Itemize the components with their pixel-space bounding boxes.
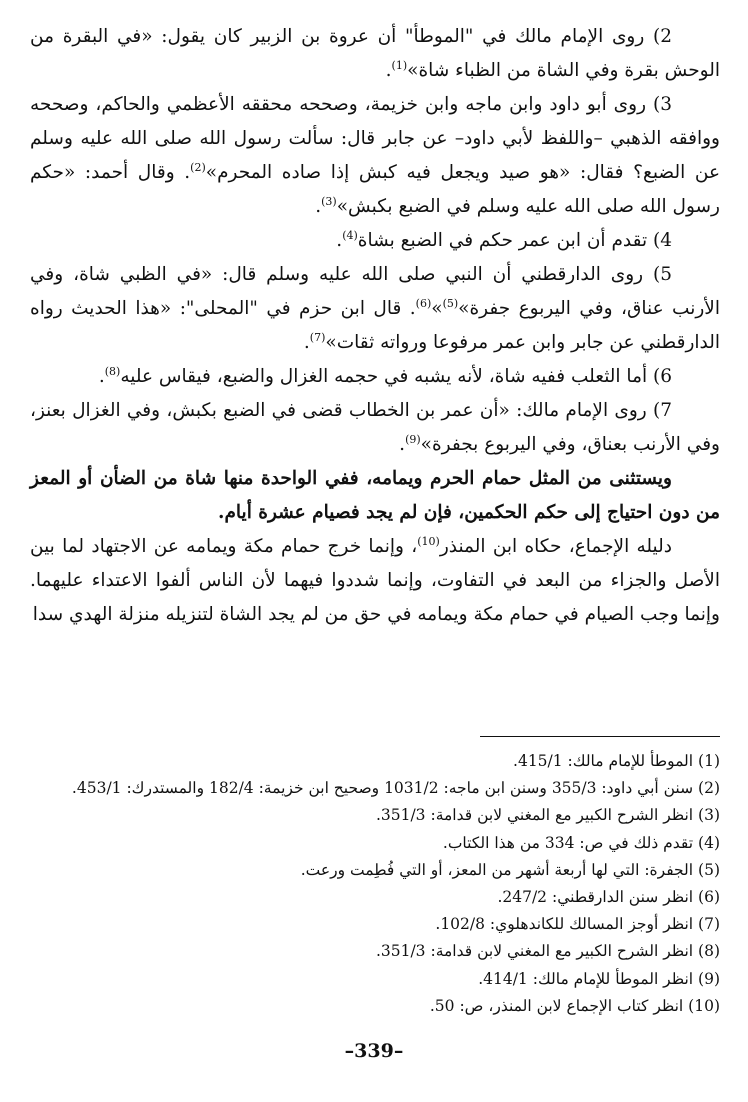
footnote-ref[interactable]: (4) (342, 228, 358, 242)
footnote-3: (3) انظر الشرح الكبير مع المغني لابن قدامة: 351/3. (375, 806, 720, 825)
footnote-divider (480, 736, 720, 737)
text-span: 2) روى الإمام مالك في "الموطأ" أن عروة بن الزبير كان يقول: «في البقرة من الوحش بقرة وفي الشاة من الظباء شاة» (30, 26, 720, 81)
text-span: » (431, 298, 443, 319)
footnote-2: (2) سنن أبي داود: 355/3 وسنن ابن ماجه: 1031/2 وصحيح ابن خزيمة: 182/4 والمستدرك: 453/1. (71, 779, 720, 798)
page-number: –339– (344, 1040, 404, 1062)
footnote-ref[interactable]: (2) (190, 160, 206, 174)
footnote-9: (9) انظر الموطأ للإمام مالك: 414/1. (478, 969, 720, 988)
text-span: 4) تقدم أن ابن عمر حكم في الضبع بشاة (357, 230, 672, 251)
text-span: . (98, 366, 105, 387)
text-span: 3) روى أبو داود وابن ماجه وابن خزيمة، وصححه محققه الأعظمي والحاكم، وصححه ووافقه الذهبي –واللفظ لأبي داود– عن جابر قال: سألت رسول الله صلى الله عليه وسلم عن الضبع؟ فقال: «هو صيد ويجعل فيه كبش إذا صاده المحرم» (30, 94, 720, 183)
footnote-5: (5) الجفرة: التي لها أربعة أشهر من المعز، أو التي فُطِمت ورعت. (300, 860, 720, 879)
footnotes (30, 748, 720, 1020)
footnote-ref[interactable]: (7) (309, 330, 326, 344)
text-span: . قال ابن حزم في "المحلى": «هذا الحديث رواه الدارقطني عن جابر وابن عمر مرفوعا ورواته ثقات» (30, 298, 720, 353)
text-span: 7) روى الإمام مالك: «أن عمر بن الخطاب قضى في الضبع بكبش، وفي الغزال بعنز، وفي الأرنب بعناق، وفي اليربوع بجفرة» (30, 400, 720, 455)
paragraph-6 (30, 360, 720, 394)
text-span: . وقال أحمد: «حكم رسول الله صلى الله عليه وسلم في الضبع بكبش» (30, 162, 720, 217)
paragraph-bold-rule (30, 462, 720, 530)
main-text (30, 20, 720, 632)
footnote-ref[interactable]: (6) (415, 296, 432, 310)
footnote-ref[interactable]: (3) (321, 194, 337, 208)
footnote-ref[interactable]: (10) (417, 534, 440, 548)
text-span: ، وإنما خرج حمام مكة ويمامه عن الاجتهاد لما بين الأصل والجزاء من البعد في التفاوت، وإنما شددوا فيهما لأن الناس ألفوا الاعتداء عليهما. وإنما وجب الصيام في حمام مكة ويمامه في حق من لم يجد الشاة لتنزيله منزلة الهدي سدا (30, 536, 720, 625)
text-span: 6) أما الثعلب ففيه شاة، لأنه يشبه في حجمه الغزال والضبع، فيقاس عليه (120, 366, 672, 387)
paragraph-7 (30, 394, 720, 462)
text-span: . (385, 60, 392, 81)
document-page (30, 20, 720, 1090)
text-span: ويستثنى من المثل حمام الحرم ويمامه، ففي الواحدة منها شاة من الضأن أو المعز من دون احتياج إلى حكم الحكمين، فإن لم يجد فصيام عشرة أيام. (30, 468, 720, 523)
text-span: . (303, 332, 310, 353)
text-span: . (399, 434, 406, 455)
footnote-ref[interactable]: (5) (442, 296, 459, 310)
footnote-8: (8) انظر الشرح الكبير مع المغني لابن قدامة: 351/3. (375, 942, 720, 961)
footnote-6: (6) انظر سنن الدارقطني: 247/2. (497, 888, 720, 907)
text-span: 5) روى الدارقطني أن النبي صلى الله عليه وسلم قال: «في الظبي شاة، وفي الأرنب عناق، وفي اليربوع جفرة» (30, 264, 720, 319)
text-span: . (315, 196, 322, 217)
paragraph-5 (30, 258, 720, 360)
footnote-10: (10) انظر كتاب الإجماع لابن المنذر، ص: 50. (429, 996, 720, 1015)
text-span: . (336, 230, 343, 251)
footnote-4: (4) تقدم ذلك في ص: 334 من هذا الكتاب. (442, 833, 720, 852)
footnote-ref[interactable]: (8) (104, 364, 121, 378)
footnote-7: (7) انظر أوجز المسالك للكاندهلوي: 102/8. (435, 915, 720, 934)
footnote-ref[interactable]: (9) (405, 432, 421, 446)
paragraph-4 (30, 224, 720, 258)
paragraph-evidence (30, 530, 720, 632)
text-span: دليله الإجماع، حكاه ابن المنذر (439, 536, 673, 557)
paragraph-2 (30, 20, 720, 88)
footnote-ref[interactable]: (1) (391, 58, 408, 72)
paragraph-3 (30, 88, 720, 224)
footnote-1: (1) الموطأ للإمام مالك: 415/1. (513, 752, 720, 770)
